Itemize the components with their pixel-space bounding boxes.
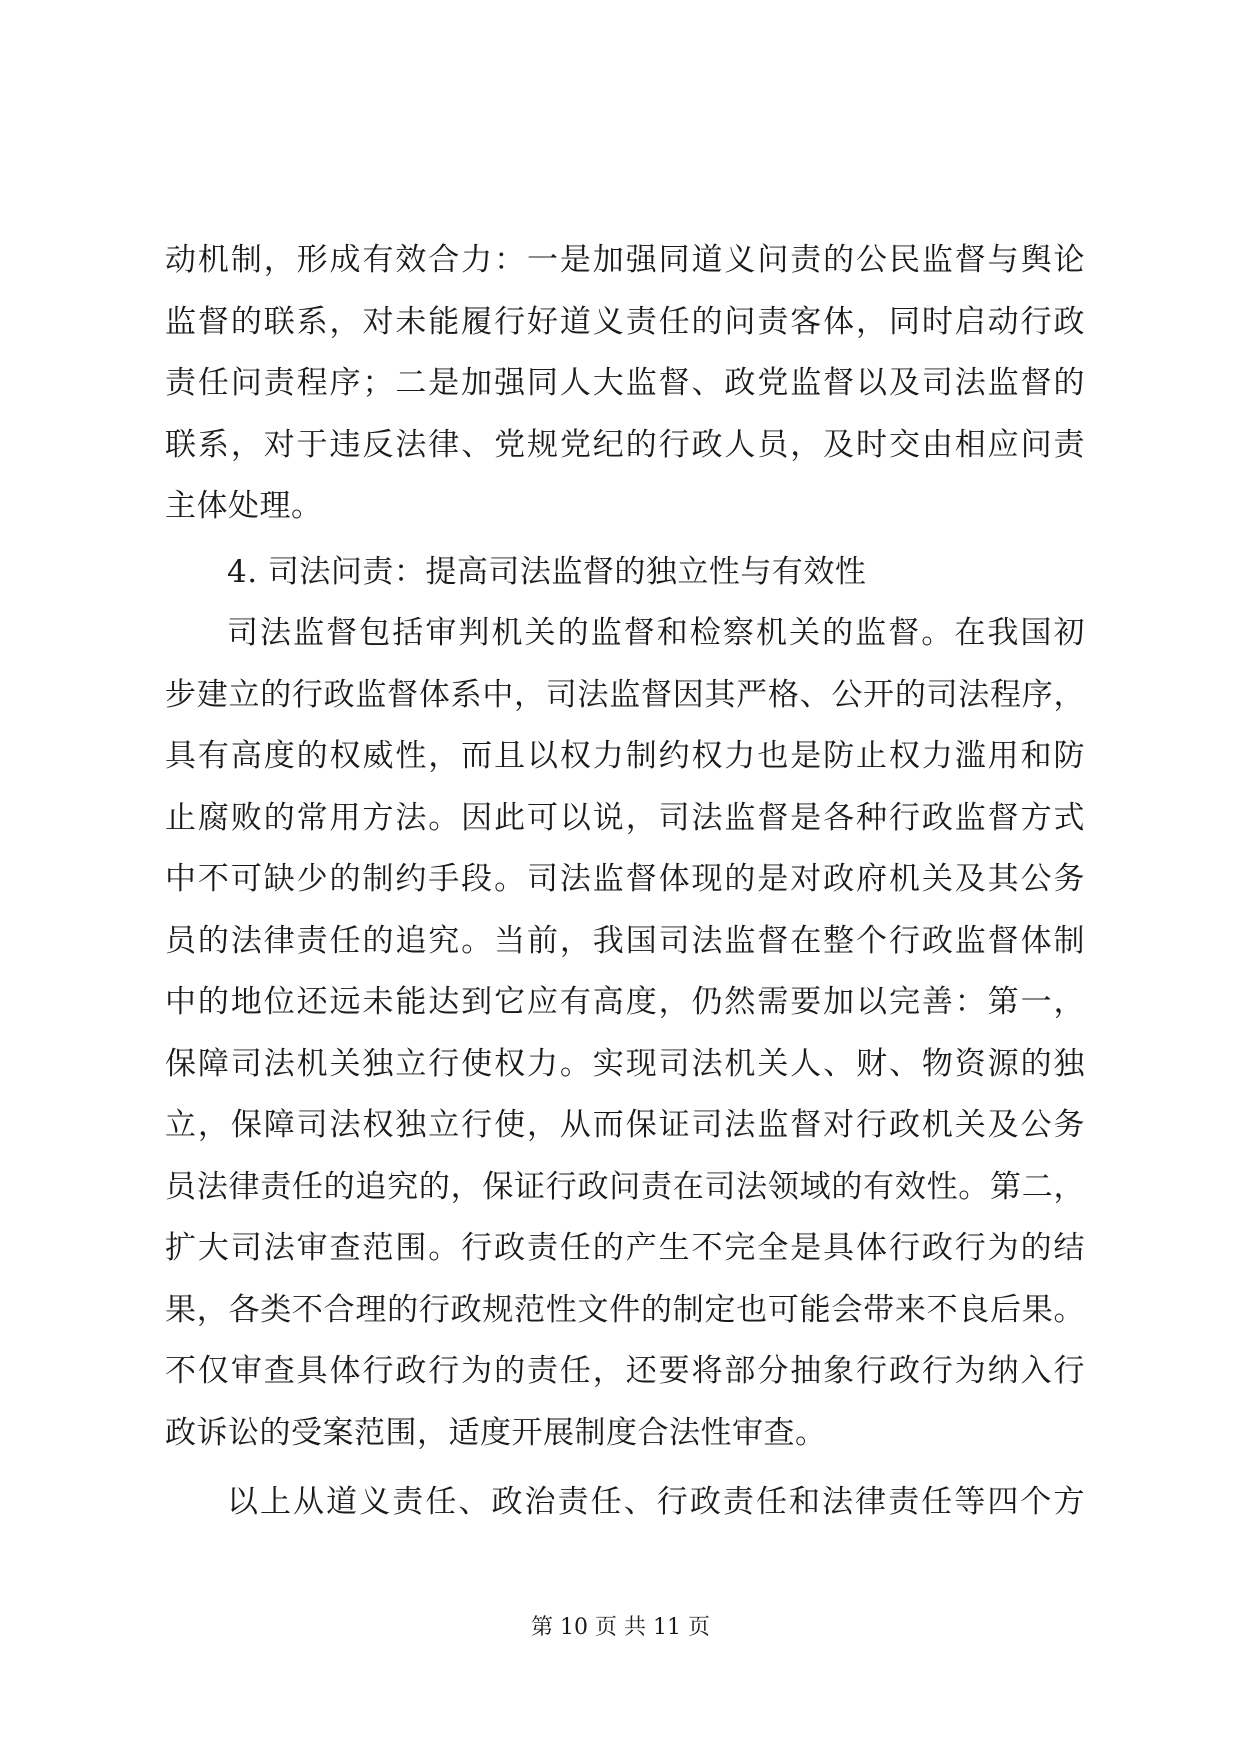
paragraph-2-line-3: 具有高度的权威性，而且以权力制约权力也是防止权力滥用和防 bbox=[165, 738, 1085, 774]
paragraph-2-line-8: 保障司法机关独立行使权力。实现司法机关人、财、物资源的独 bbox=[165, 1045, 1085, 1082]
paragraph-2-line-6: 员的法律责任的追究。当前，我国司法监督在整个行政监督体制 bbox=[165, 922, 1085, 959]
paragraph-1-line-2: 监督的联系，对未能履行好道义责任的问责客体，同时启动行政 bbox=[165, 303, 1085, 340]
paragraph-2-line-4: 止腐败的常用方法。因此可以说，司法监督是各种行政监督方式 bbox=[165, 799, 1085, 836]
body-text bbox=[165, 230, 1085, 1534]
paragraph-2-line-10: 员法律责任的追究的，保证行政问责在司法领域的有效性。第二， bbox=[165, 1168, 1085, 1205]
paragraph-2-line-11: 扩大司法审查范围。行政责任的产生不完全是具体行政行为的结 bbox=[165, 1230, 1085, 1266]
paragraph-1-line-4: 联系，对于违反法律、党规党纪的行政人员，及时交由相应问责 bbox=[165, 426, 1085, 463]
paragraph-1-line-1: 动机制，形成有效合力：一是加强同道义问责的公民监督与舆论 bbox=[165, 242, 1085, 278]
paragraph-1-line-3: 责任问责程序；二是加强同人大监督、政党监督以及司法监督的 bbox=[165, 365, 1085, 401]
paragraph-2-line-14: 政诉讼的受案范围，适度开展制度合法性审查。 bbox=[165, 1414, 827, 1451]
paragraph-2-line-5: 中不可缺少的制约手段。司法监督体现的是对政府机关及其公务 bbox=[165, 861, 1085, 897]
paragraph-2-line-7: 中的地位还远未能达到它应有高度，仍然需要加以完善：第一， bbox=[165, 984, 1085, 1020]
page-footer: 第 10 页 共 11 页 bbox=[531, 1615, 710, 1640]
paragraph-2-line-12: 果，各类不合理的行政规范性文件的制定也可能会带来不良后果。 bbox=[165, 1291, 1085, 1328]
paragraph-2-line-13: 不仅审查具体行政行为的责任，还要将部分抽象行政行为纳入行 bbox=[165, 1353, 1085, 1389]
paragraph-2-line-2: 步建立的行政监督体系中，司法监督因其严格、公开的司法程序， bbox=[165, 676, 1085, 713]
paragraph-2-line-1: 司法监督包括审判机关的监督和检察机关的监督。在我国初 bbox=[227, 615, 1085, 651]
section-heading: 4. 司法问责：提高司法监督的独立性与有效性 bbox=[227, 553, 867, 590]
paragraph-1-line-5: 主体处理。 bbox=[165, 488, 323, 524]
paragraph-2-line-9: 立，保障司法权独立行使，从而保证司法监督对行政机关及公务 bbox=[165, 1107, 1085, 1143]
paragraph-3-line-1: 以上从道义责任、政治责任、行政责任和法律责任等四个方 bbox=[227, 1484, 1085, 1520]
